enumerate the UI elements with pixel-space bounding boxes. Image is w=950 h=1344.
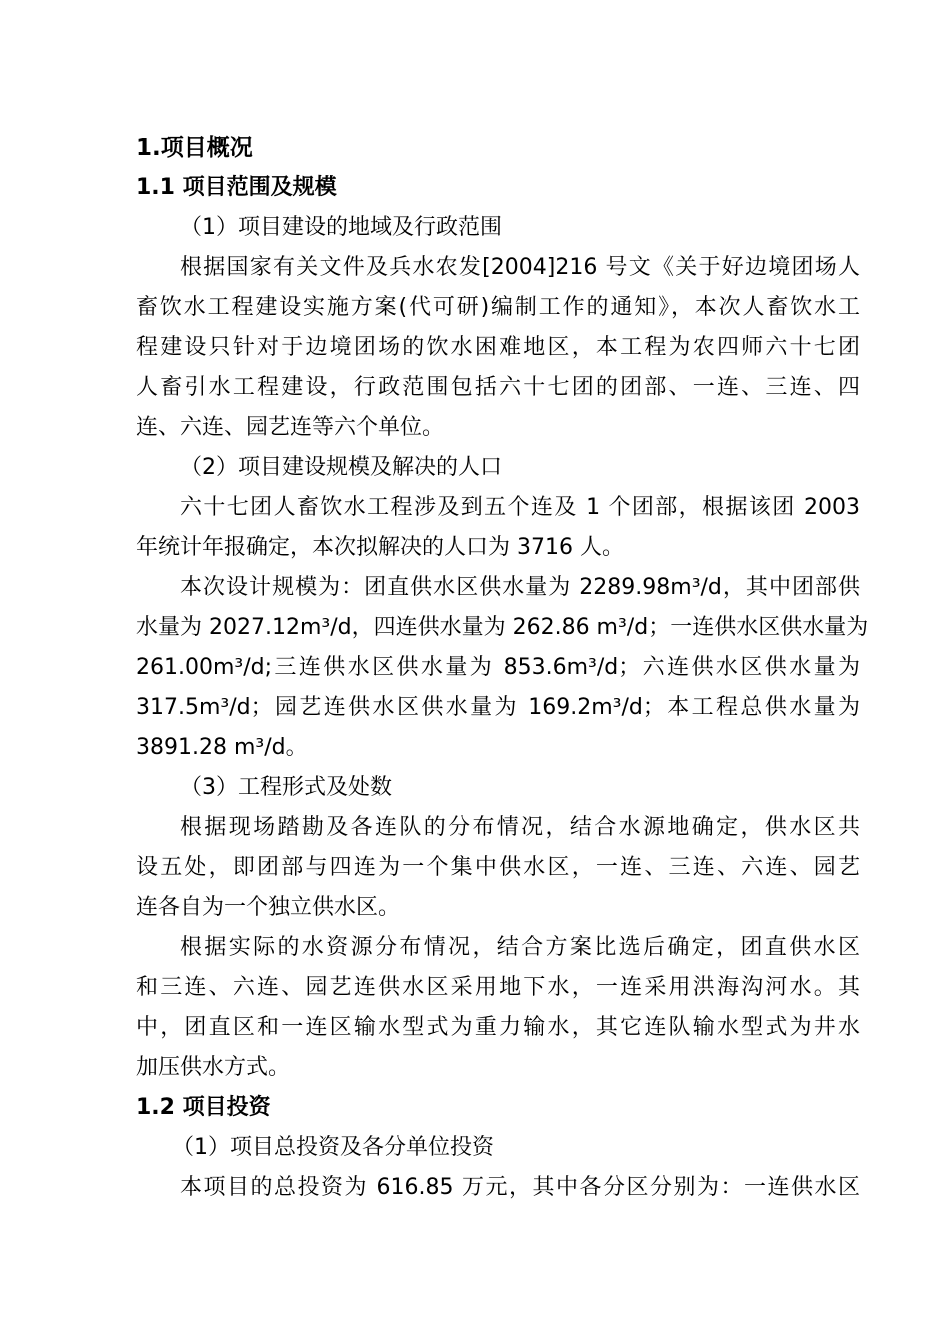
text-line: 人畜引水工程建设，行政范围包括六十七团的团部、一连、三连、四 (136, 375, 860, 400)
text-line: 中，团直区和一连区输水型式为重力输水，其它连队输水型式为井水 (136, 1015, 860, 1040)
subheading-region-and-admin-scope: （1）项目建设的地域及行政范围 (180, 215, 502, 240)
paragraph-total-investment (136, 1168, 860, 1208)
text-line: 设五处，即团部与四连为一个集中供水区，一连、三连、六连、园艺 (136, 855, 860, 880)
text-line: 261.00m³/d;三连供水区供水量为 853.6m³/d；六连供水区供水量为 (136, 655, 860, 680)
paragraph-design-scale (136, 568, 869, 768)
heading-project-overview: 1.项目概况 (136, 135, 253, 161)
text-line: 根据实际的水资源分布情况，结合方案比选后确定，团直供水区 (180, 935, 860, 960)
subheading-engineering-form: （3）工程形式及处数 (180, 775, 392, 800)
paragraph-supply-zones (136, 808, 860, 928)
subheading-total-investment: （1）项目总投资及各分单位投资 (172, 1135, 494, 1160)
text-line: 根据现场踏勘及各连队的分布情况，结合水源地确定，供水区共 (180, 815, 860, 840)
paragraph-region-scope (136, 248, 860, 448)
text-line: 317.5m³/d；园艺连供水区供水量为 169.2m³/d；本工程总供水量为 (136, 695, 860, 720)
text-line: 程建设只针对于边境团场的饮水困难地区，本工程为农四师六十七团 (136, 335, 860, 360)
document-page (136, 128, 869, 1208)
text-line: 水量为 2027.12m³/d，四连供水量为 262.86 m³/d；一连供水区供水量为 (136, 615, 869, 640)
text-line: 六十七团人畜饮水工程涉及到五个连及 1 个团部，根据该团 2003 (180, 495, 860, 520)
text-line: 畜饮水工程建设实施方案(代可研)编制工作的通知》，本次人畜饮水工 (136, 295, 860, 320)
text-line: 加压供水方式。 (136, 1055, 291, 1080)
text-line: 和三连、六连、园艺连供水区采用地下水，一连采用洪海沟河水。其 (136, 975, 860, 1000)
text-line: 连、六连、园艺连等六个单位。 (136, 415, 445, 440)
heading-scope-and-scale: 1.1 项目范围及规模 (136, 175, 337, 200)
text-line: 3891.28 m³/d。 (136, 735, 308, 760)
text-line: 根据国家有关文件及兵水农发[2004]216 号文《关于好边境团场人 (180, 255, 860, 280)
heading-project-investment: 1.2 项目投资 (136, 1095, 271, 1120)
paragraph-water-sources (136, 928, 860, 1088)
text-line: 本次设计规模为：团直供水区供水量为 2289.98m³/d，其中团部供 (180, 575, 860, 600)
paragraph-population (136, 488, 860, 568)
text-line: 连各自为一个独立供水区。 (136, 895, 401, 920)
subheading-scale-and-population: （2）项目建设规模及解决的人口 (180, 455, 502, 480)
text-line: 本项目的总投资为 616.85 万元，其中各分区分别为：一连供水区 (180, 1175, 860, 1200)
text-line: 年统计年报确定，本次拟解决的人口为 3716 人。 (136, 535, 624, 560)
